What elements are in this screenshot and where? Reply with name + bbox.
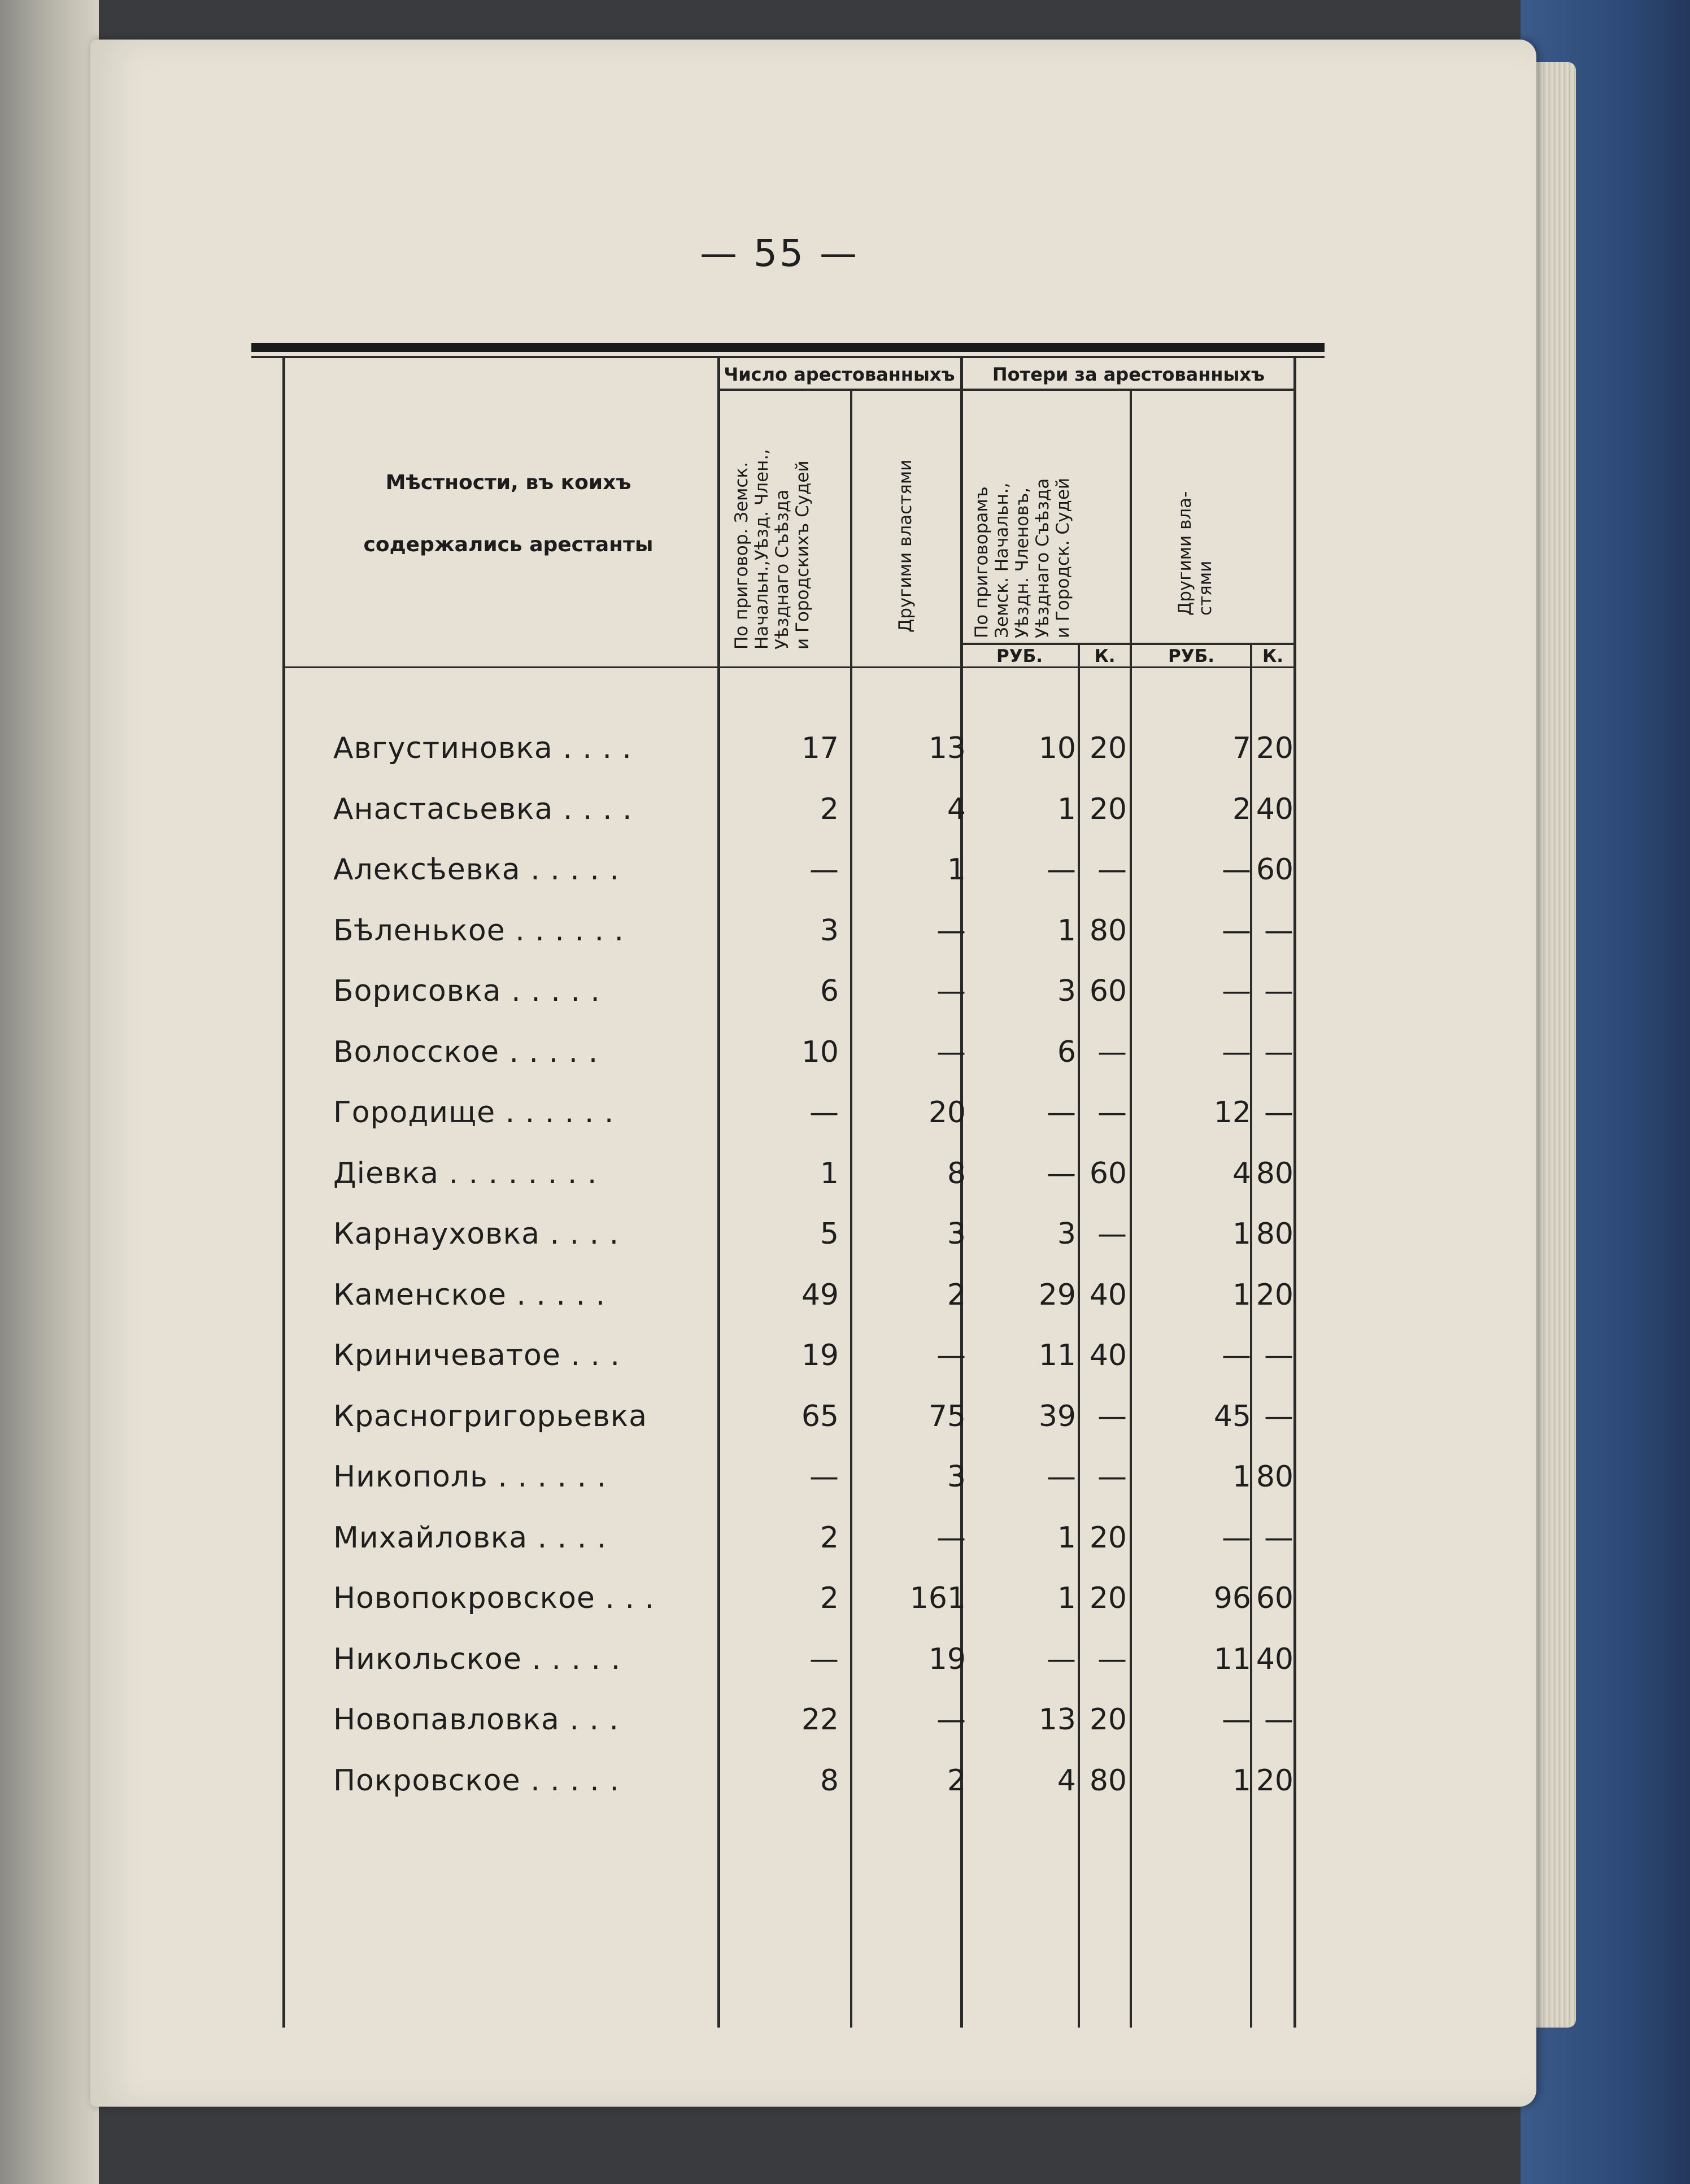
table-row xyxy=(0,1629,1690,1689)
losses-other-kop: — xyxy=(1264,1035,1293,1069)
table-row xyxy=(0,1690,1690,1750)
unit-rub-label: РУБ. xyxy=(996,646,1043,666)
table-row xyxy=(0,1387,1690,1446)
arrested-by-sentence: 2 xyxy=(820,792,839,826)
losses-sentence-kop: 20 xyxy=(1089,792,1127,826)
losses-other-rub: 1 xyxy=(1232,1217,1251,1251)
location-name: Августиновка . . . . xyxy=(333,731,632,765)
losses-other-rub: 45 xyxy=(1213,1399,1251,1433)
arrested-by-sentence: 17 xyxy=(801,731,839,765)
losses-sentence-rub: — xyxy=(1047,1642,1076,1676)
arrested-by-sentence: 22 xyxy=(801,1703,839,1737)
table-row xyxy=(0,1751,1690,1811)
losses-other-rub: 12 xyxy=(1213,1096,1251,1130)
losses-sentence-rub: 11 xyxy=(1038,1339,1076,1372)
losses-other-kop: 60 xyxy=(1256,1581,1293,1615)
arrested-other: — xyxy=(937,1035,966,1069)
arrested-by-sentence: 6 xyxy=(820,974,839,1008)
losses-other-rub: 4 xyxy=(1232,1156,1251,1191)
losses-other-kop: 80 xyxy=(1256,1460,1293,1494)
location-name: Криничеватое . . . xyxy=(333,1339,621,1372)
location-column-header: Мѣстности, въ коихъ содержались арестанты xyxy=(363,471,654,556)
table-row xyxy=(0,779,1690,839)
location-name: Анастасьевка . . . . xyxy=(333,792,633,826)
location-name: Красногригорьевка xyxy=(333,1399,648,1433)
location-name: Городище . . . . . . xyxy=(333,1096,615,1130)
table-top-rule xyxy=(251,343,1325,352)
table-row xyxy=(0,901,1690,961)
losses-other-rub: 96 xyxy=(1213,1581,1251,1615)
arrested-by-sentence: — xyxy=(809,1642,839,1676)
location-name: Никополь . . . . . . xyxy=(333,1460,607,1494)
losses-other-kop: 40 xyxy=(1256,792,1293,826)
losses-sentence-rub: 39 xyxy=(1038,1399,1076,1433)
losses-sentence-rub: 4 xyxy=(1057,1763,1076,1798)
losses-other-kop: — xyxy=(1264,1399,1293,1433)
arrested-by-sentence: 19 xyxy=(801,1339,839,1372)
losses-sentence-rub: — xyxy=(1047,853,1076,887)
location-name: Бѣленькое . . . . . . xyxy=(333,913,625,948)
losses-sentence-rub: 1 xyxy=(1057,1581,1076,1615)
losses-sentence-kop: 40 xyxy=(1089,1339,1127,1372)
losses-other-kop: 80 xyxy=(1256,1217,1293,1251)
header-divider xyxy=(717,389,1296,391)
losses-sentence-rub: 3 xyxy=(1057,974,1076,1008)
losses-sentence-rub: 13 xyxy=(1038,1703,1076,1737)
losses-sentence-rub: — xyxy=(1047,1096,1076,1130)
losses-sentence-rub: 3 xyxy=(1057,1217,1076,1251)
table-row xyxy=(0,1022,1690,1082)
losses-sentence-rub: 1 xyxy=(1057,1520,1076,1555)
losses-other-rub: — xyxy=(1222,913,1251,948)
losses-sentence-kop: 80 xyxy=(1089,1763,1127,1798)
arrested-other: 2 xyxy=(947,1763,966,1798)
arrested-by-sentence: 5 xyxy=(820,1217,839,1251)
losses-sentence-kop: 20 xyxy=(1089,731,1127,765)
losses-other-rub: 1 xyxy=(1232,1763,1251,1798)
losses-sentence-kop: — xyxy=(1097,1217,1127,1251)
losses-sentence-kop: — xyxy=(1097,1460,1127,1494)
arrested-by-sentence: 65 xyxy=(801,1399,839,1433)
arrested-other-header: Другими властями xyxy=(895,459,916,633)
location-name: Алексѣевка . . . . . xyxy=(333,853,620,887)
losses-other-rub: 7 xyxy=(1232,731,1251,765)
arrested-by-sentence: — xyxy=(809,853,839,887)
table-row xyxy=(0,840,1690,900)
arrested-by-sentence: 10 xyxy=(801,1035,839,1069)
losses-other-rub: 1 xyxy=(1232,1460,1251,1494)
arrested-other: — xyxy=(937,1339,966,1372)
table-row xyxy=(0,961,1690,1021)
table-row xyxy=(0,1568,1690,1628)
arrested-other: 8 xyxy=(947,1156,966,1191)
losses-other-kop: 20 xyxy=(1256,731,1293,765)
losses-by-sentence-header: По приговорамъ Земск. Начальн., Уѣздн. Членовъ, Уѣзднаго Съѣзда и Городск. Судей xyxy=(972,477,1073,638)
arrested-by-sentence: — xyxy=(809,1460,839,1494)
arrested-by-sentence: 8 xyxy=(820,1763,839,1798)
losses-other-kop: 80 xyxy=(1256,1156,1293,1191)
arrested-by-sentence: — xyxy=(809,1096,839,1130)
table-row xyxy=(0,1204,1690,1264)
arrested-other: 3 xyxy=(947,1217,966,1251)
location-name: Карнауховка . . . . xyxy=(333,1217,620,1251)
arrested-other: 13 xyxy=(928,731,966,765)
losses-other-header: Другими вла- стями xyxy=(1175,491,1216,616)
arrested-other: — xyxy=(937,974,966,1008)
losses-sentence-kop: 80 xyxy=(1089,913,1127,948)
losses-other-kop: 20 xyxy=(1256,1278,1293,1312)
arrested-other: 2 xyxy=(947,1278,966,1312)
arrested-other: 19 xyxy=(928,1642,966,1676)
losses-sentence-kop: — xyxy=(1097,853,1127,887)
losses-other-rub: — xyxy=(1222,1703,1251,1737)
losses-sentence-kop: 60 xyxy=(1089,1156,1127,1191)
losses-sentence-kop: 20 xyxy=(1089,1703,1127,1737)
losses-other-rub: 1 xyxy=(1232,1278,1251,1312)
losses-sentence-kop: 40 xyxy=(1089,1278,1127,1312)
unit-kop-label: К. xyxy=(1094,646,1116,666)
losses-other-kop: — xyxy=(1264,1096,1293,1130)
arrested-other: 4 xyxy=(947,792,966,826)
unit-kop-label: К. xyxy=(1262,646,1284,666)
losses-other-rub: — xyxy=(1222,1035,1251,1069)
arrested-by-sentence: 2 xyxy=(820,1581,839,1615)
losses-other-rub: — xyxy=(1222,1339,1251,1372)
losses-sentence-rub: — xyxy=(1047,1460,1076,1494)
header-divider xyxy=(960,643,1296,645)
arrested-by-sentence: 3 xyxy=(820,913,839,948)
losses-other-kop: — xyxy=(1264,913,1293,948)
losses-sentence-kop: — xyxy=(1097,1096,1127,1130)
arrested-other: 161 xyxy=(909,1581,966,1615)
arrested-other: — xyxy=(937,1520,966,1555)
arrested-group-header: Число арестованныхъ xyxy=(724,364,955,385)
losses-sentence-kop: 20 xyxy=(1089,1581,1127,1615)
unit-rub-label: РУБ. xyxy=(1168,646,1215,666)
arrested-other: 75 xyxy=(928,1399,966,1433)
table-row xyxy=(0,1326,1690,1385)
arrested-by-sentence: 49 xyxy=(801,1278,839,1312)
table-row xyxy=(0,1508,1690,1568)
page-number: — 55 — xyxy=(700,232,859,275)
losses-sentence-kop: 20 xyxy=(1089,1520,1127,1555)
table-row xyxy=(0,1265,1690,1325)
arrested-other: — xyxy=(937,1703,966,1737)
losses-sentence-rub: — xyxy=(1047,1156,1076,1191)
arrested-other: 3 xyxy=(947,1460,966,1494)
losses-other-kop: 20 xyxy=(1256,1763,1293,1798)
arrested-other: 1 xyxy=(947,853,966,887)
location-name: Борисовка . . . . . xyxy=(333,974,600,1008)
arrested-by-sentence: 1 xyxy=(820,1156,839,1191)
losses-group-header: Потери за арестованныхъ xyxy=(992,364,1265,385)
losses-sentence-kop: 60 xyxy=(1089,974,1127,1008)
table-row xyxy=(0,1083,1690,1143)
losses-other-rub: — xyxy=(1222,974,1251,1008)
losses-other-rub: — xyxy=(1222,853,1251,887)
losses-other-rub: 2 xyxy=(1232,792,1251,826)
table-row xyxy=(0,1447,1690,1507)
losses-sentence-kop: — xyxy=(1097,1642,1127,1676)
losses-other-kop: — xyxy=(1264,1703,1293,1737)
losses-other-rub: — xyxy=(1222,1520,1251,1555)
losses-sentence-rub: 10 xyxy=(1038,731,1076,765)
losses-sentence-kop: — xyxy=(1097,1399,1127,1433)
losses-sentence-rub: 1 xyxy=(1057,792,1076,826)
arrested-other: — xyxy=(937,913,966,948)
arrested-by-sentence: 2 xyxy=(820,1520,839,1555)
location-name: Покровское . . . . . xyxy=(333,1763,620,1798)
losses-sentence-kop: — xyxy=(1097,1035,1127,1069)
arrested-by-sentence-header: По приговор. Земск. Начальн.,Уѣзд. Член., Уѣзднаго Съѣзда и Городскихъ Судей xyxy=(731,448,813,649)
location-name: Никольское . . . . . xyxy=(333,1642,621,1676)
location-name: Діевка . . . . . . . . xyxy=(333,1156,598,1191)
location-name: Новопавловка . . . xyxy=(333,1703,620,1737)
header-bottom-line xyxy=(282,666,1296,668)
losses-other-kop: 60 xyxy=(1256,853,1293,887)
table-row xyxy=(0,1144,1690,1204)
losses-other-rub: 11 xyxy=(1213,1642,1251,1676)
losses-other-kop: — xyxy=(1264,1339,1293,1372)
arrested-other: 20 xyxy=(928,1096,966,1130)
location-name: Волосское . . . . . xyxy=(333,1035,599,1069)
table-row xyxy=(0,718,1690,778)
losses-other-kop: — xyxy=(1264,974,1293,1008)
losses-other-kop: 40 xyxy=(1256,1642,1293,1676)
location-name: Михайловка . . . . xyxy=(333,1520,607,1555)
losses-sentence-rub: 6 xyxy=(1057,1035,1076,1069)
location-name: Новопокровское . . . xyxy=(333,1581,655,1615)
location-name: Каменское . . . . . xyxy=(333,1278,606,1312)
losses-other-kop: — xyxy=(1264,1520,1293,1555)
losses-sentence-rub: 1 xyxy=(1057,913,1076,948)
losses-sentence-rub: 29 xyxy=(1038,1278,1076,1312)
table-top-rule-thin xyxy=(251,356,1325,358)
